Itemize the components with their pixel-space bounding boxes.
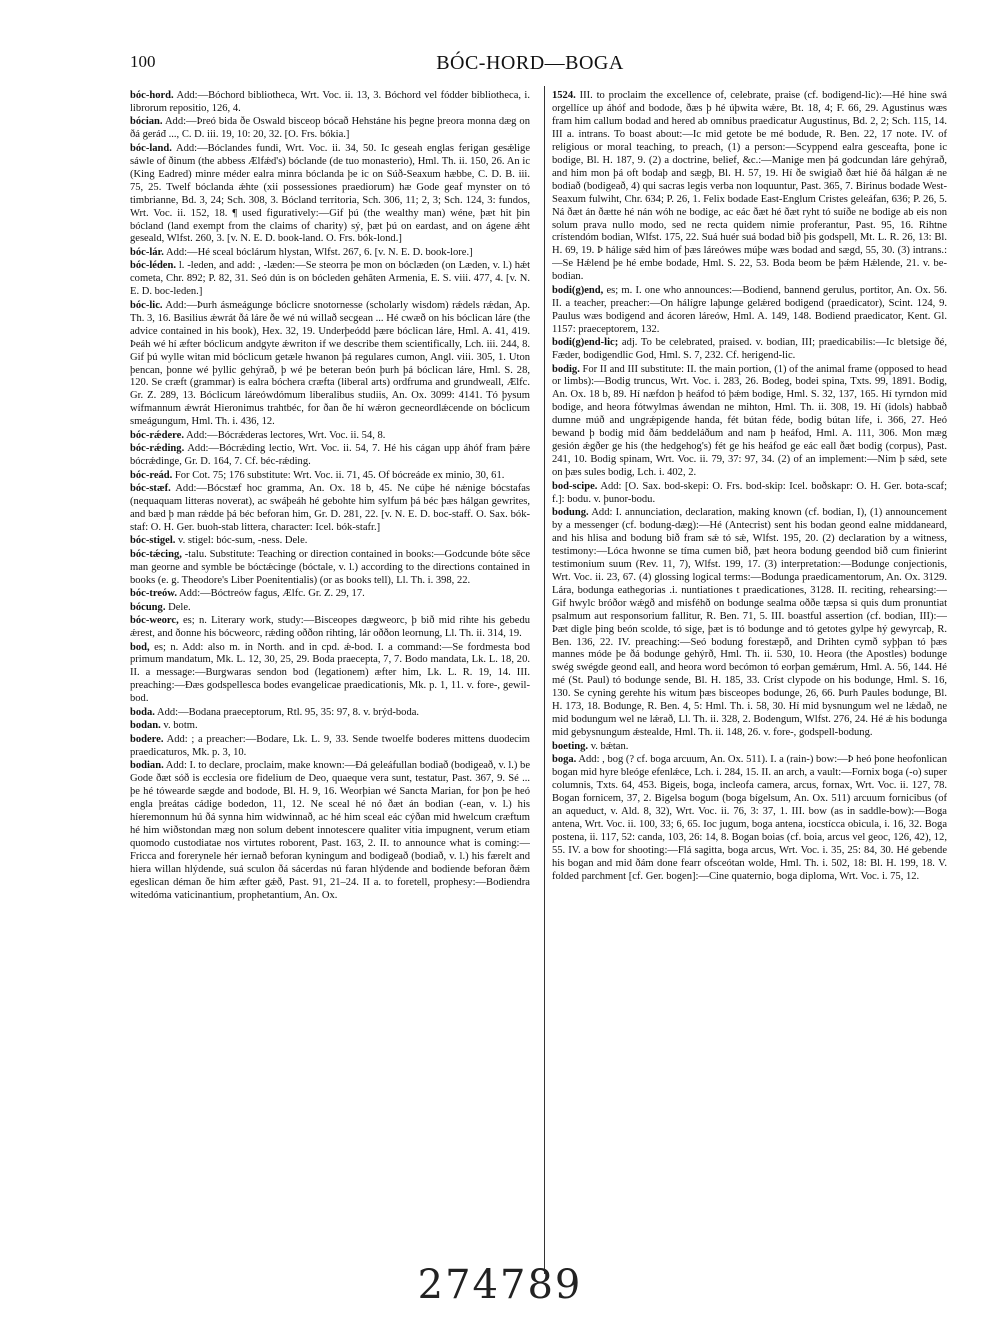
entry-headword: bóc-hord.: [130, 90, 174, 101]
dictionary-entry: [130, 470, 530, 483]
entry-text: Add:—Bodana praeceptorum, Rtl. 95, 35: 97, 8. v. brýd-boda.: [156, 706, 420, 718]
entry-headword: bóc-treów.: [130, 588, 177, 600]
entry-text: Add:—Þurh ásmeágunge bóclicre snotornesse (scholarly wisdom) rǽdels rǽdan, Ap. Th. 3, 16. Basilius ǽwrát ðá láre ðe wé nú willað secgean ... Hé cwæð on his bóclican láre (the advice contained in his book), Hex. 32, 19. Underþeódd þære bóclican láre, Hml. A. 41, 419. Þeáh wé hí æfter bóclicum andgyte ǽwriton if we describe them scientifically, Lch. iii. 244, 8. Gif þú wylle witan mid bóclicum getæle hwanon þá regulares cumon, Angl. viii. 305, 1. Uton þencan, þonne wé þyllic gehýrað, þ wé þe beteran beón þurh þá bóclican láre, Hml. S. 28, 120. Se cræft (grammar) is ealra bóchera cræfta (liberal arts) ordfruma and grundweall, Ælfc. Gr. Z. 289, 13. Bóclicum láreówdómum liberalibus studiis, An. Ox. 3099: 4141. Tó þysum wífmannum ǽwrát Hieronimus trahtbéc, for ðan ðe hí wǽron gecneordlǽcende on bóclicum smeágungum, Hml. Th. i. 436, 12.: [130, 299, 530, 428]
dictionary-entry: [552, 754, 947, 884]
dictionary-entry: [130, 734, 530, 760]
entry-text: v. stigel: bóc-sum, -ness. Dele.: [178, 535, 308, 547]
entry-text: l. -leden, and add: , -læden:—Se steorra þe mon on bóclæden (on Læden, v. l.) hǽt cometa, Chr. 892; P. 82, 31. Seó dún is on bócleden gehâten Armenia, E. S. viii. 477, 4. [v. N. E. D. boc-leden.]: [130, 260, 530, 298]
page-number: 100: [130, 52, 156, 71]
entry-headword: bodig.: [552, 363, 580, 375]
left-column: [130, 90, 530, 1270]
entry-headword: bodan.: [130, 720, 161, 732]
entry-headword: bóc-rǽdere.: [130, 429, 184, 441]
entry-headword: bóc-lic.: [130, 299, 163, 311]
dictionary-entry: [130, 247, 530, 260]
dictionary-entry: [552, 337, 947, 363]
entry-text: Dele.: [168, 601, 191, 613]
dictionary-entry: [130, 615, 530, 641]
entry-text: Add:—Bóchord bibliotheca, Wrt. Voc. ii. 13, 3. Bóchord vel fódder bibliotheca, i. librorum repositio, 126, 4.: [130, 90, 530, 114]
entry-text: Add:—Bóctreów fagus, Ælfc. Gr. Z. 29, 17.: [179, 588, 365, 600]
page-header: [130, 52, 930, 82]
entry-headword: bóc-tǽcing,: [130, 548, 182, 560]
entry-text: Add: ; a preacher:—Bodare, Lk. L. 9, 33. Sende twoelfe boderes mittens duodecim praedicaturos, Mk. p. 3, 10.: [130, 733, 530, 758]
stamp-number: 274789: [417, 1262, 583, 1308]
entry-headword: 1524.: [552, 90, 576, 101]
entry-text: Add:—Bóclandes fundi, Wrt. Voc. ii. 34, 50. Ic geseah englas ferigan gesǽlige sáwle of ðinum (the abbess Ælfǽd's) bóclande (de tuo monasterio), Hml. Th. ii. 150, 26. An ic (King Eadred) minre méder ealra minra bóclanda þe ic on Súð-Seaxum hæbbe, C. D. B. iii. 75, 25. Twelf bóclanda ǽhte (xii possessiones praediorum) hæ Gode geaf mynster on tó timbrianne, Bd. 3, 24; Sch. 308, 3. Bócland territoria, Sch. 306, 11; 2, 3; Sch. 124, 3: fundos, Wrt. Voc. ii. 152, 18. ¶ used figuratively:—Gif þú (the wealthy man) wéne, þæt hit þin bócland (land exempt from the claims of charity) sý, þæt þú on eardast, and on ágene ǽht geseald, Wlfst. 260, 3. [v. N. E. D. book-land. O. Frs. bók-lond.]: [130, 142, 530, 245]
entry-text: Add:—Þreó bida ðe Oswald bisceop bócað Hehstáne his þegne þreora monna dæg on ðá geráđ ..., C. D. iii. 19, 10: 20, 32. [O. Frs. bókia.]: [130, 116, 530, 141]
entry-headword: bodi(g)end-lic;: [552, 337, 619, 349]
dictionary-entry: [552, 741, 947, 754]
entry-headword: bóc-weorc,: [130, 615, 179, 627]
entry-text: For Cot. 75; 176 substitute: Wrt. Voc. ii. 71, 45. Of bócreáde ex minio, 30, 61.: [174, 469, 505, 481]
entry-headword: bod-scipe.: [552, 480, 598, 492]
entry-headword: bócung.: [130, 601, 166, 613]
entry-headword: boeting.: [552, 740, 589, 752]
entry-headword: bóc-stigel.: [130, 535, 176, 547]
entry-text: es; n. Literary work, study:—Bisceopes dægweorc, þ bið mid rihte his gebedu ǽrest, and ðonne his bócweorc, rǽding oððon rihting, lár oððon leornung, Ll. Th. ii. 314, 19.: [130, 615, 530, 640]
entry-headword: boda.: [130, 706, 155, 718]
entry-text: es; m. I. one who announces:—Bodiend, bannend gerulus, portitor, An. Ox. 56. II. a teacher, preacher:—On hálígre laþunge gelǽred bodigend (praedicator), Scint. 124, 9. Paulus wæs bodigend and ácoren láreów, Hml. A. 149, 148. Bodiend praedicator, Kent. Gl. 1157: praeceptorem, 132.: [552, 284, 947, 335]
right-column: [552, 90, 947, 1270]
entry-text: Add:—Bócrǽderas lectores, Wrt. Voc. ii. 54, 8.: [186, 429, 386, 441]
column-divider: [544, 86, 545, 1274]
entry-text: For II and III substitute: II. the main portion, (1) of the animal frame (opposed to head or limbs):—Bodig truncus, Wrt. Voc. i. 283, 26. Bodeg, bodei spina, Txts. 99, 1891. Bodig, An. Ox. 18 b, 89. Hí næfdon þ heáfod tó þǽm bodige, Hml. S. 32, 137, 165. Hí tyrndon mid bodige, and heora fótwylmas áwendan ne mihton, Hml. Th. ii. 308, 19. Hí (idols) habbað dumne múð and ungrǽpigende handa, fét bútan féde, bodig bútan lífe, i. 366, 27. Heó bewand þ bodig mid ðám beddeláðum and nam þ heáfod, Hml. A. 111, 306. Mon mæg gesión ǽgðer ge his (the hedgehog's) fét ge his heáfod ge eác eall ðæt bodig (corpus), Past. 241, 10. Bodig spinam, Wrt. Voc. ii. 79, 37: 97, 34. (2) of an implement:—Nim þ sǽd, sete on þæs sules bodig, Lch. i. 402, 2.: [552, 363, 947, 479]
entry-headword: bóc-land.: [130, 142, 172, 154]
dictionary-entry: [130, 642, 530, 707]
entry-headword: bod,: [130, 641, 150, 653]
entry-headword: bóc-léden.: [130, 260, 176, 272]
dictionary-entry: [552, 481, 947, 507]
dictionary-entry: [130, 602, 530, 615]
entry-headword: bóc-lár.: [130, 246, 164, 258]
dictionary-entry: [130, 707, 530, 720]
entry-text: v. botm.: [163, 720, 198, 732]
dictionary-entry: [130, 300, 530, 430]
entry-text: Add:—Hé sceal bóclárum hlystan, Wlfst. 267, 6. [v. N. E. D. book-lore.]: [165, 246, 473, 258]
entry-headword: bóc-stæf.: [130, 483, 171, 495]
dictionary-entry: [552, 90, 947, 284]
dictionary-entry: [130, 760, 530, 902]
entry-headword: bodung.: [552, 507, 589, 518]
running-title: BÓC-HORD—BOGA: [436, 52, 624, 74]
entry-headword: bócian.: [130, 116, 163, 128]
dictionary-entry: [552, 285, 947, 337]
entry-text: Add: , bog (? cf. boga arcuum, An. Ox. 511). I. a (rain-) bow:—Þ heó þone heofonlican bogan mid hyre bleóge efenlǽce, Lch. i. 284, 15. II. an arch, a vault:—Fornix boga (-o) super columnis, Txts. 64, 453. Bigeis, boga, incleofa camera, arcus, fornax, Wrt. Voc. ii. 127, 78. Bogan fornicem, 37, 2. Bigelsa bogum (boga bígelsum, An. Ox. 511) arcuum fornicibus (of an aqueduct, v. Ald. 8, 32), Wrt. Voc. ii. 76, 3: 37, 1. III. bow (as in saddle-bow):—Boga antena, Wrt. Voc. ii. 100, 33; 6, 65. Ioc jugum, boga antena, iocstícca obicula, i. 16, 32. Boga postena, ii. 117, 52: canda, 103, 26: 14, 8. Bogan boias (cf. boia, arcus vel geoc, 126, 42), 12, 55. IV. a bow for shooting:—Flá sagitta, boga arcus, Wrt. Voc. i. 35, 25: 84, 30. Hé gebende his bogan and mid ðám done fearr ofsceótan wolde, Hml. Th. i. 502, 18: Bl. H. 199, 18. V. folded parchment [cf. Ger. bogen]:—Cine quaternio, boga diploma, Wrt. Voc. i. 75, 12.: [552, 754, 947, 882]
entry-headword: bodi(g)end,: [552, 284, 604, 296]
dictionary-entry: [130, 90, 530, 116]
entry-headword: boga.: [552, 754, 577, 766]
dictionary-entry: [130, 720, 530, 733]
dictionary-entry: [130, 143, 530, 247]
dictionary-entry: [130, 549, 530, 588]
entry-text: Add: I. to declare, proclaim, make known:—Ðá geleáfullan bodiað (bodigeað, v. l.) be Gode ðæt sóð is ecclesia ore fidelium de Deo, quaeque vera sunt, testatur, Past. 367, 9. Sé ... þe hé tówearde sægde and bodode, Bl. H. 9, 16. Weorþian wé Sancta Marian, for þon þe heó engla þreátas cádige bodedon, 11, 12. Ne sceal hé nó ðæt án bodian (-ean, v. l.) his híeremonnum hú ðá synna him widwinnað, ac hé him sceal eác cýðan mid hwelcum cræftum hé him wiðstondan mæg non solum debent innotescere qualiter vitia impugnent, verum etiam quomodo custodiatae nos virtutes roborent, Past. 163, 2. II. to announce what is coming:—Fricca and forerynele hér iernað beforan kyningum and bodigeað (bodiað, v. l.) his færelt and hiera willan hlýdende, suá sculon ðá sácerdas nú faran hlýdende and bodiende beforan ðǽm egeslican déman ðe him æfter gǽð, Past. 91, 21–24. II a. to foretell, prophesy:—Bodiendra witedóma vaticinantium, prophetantium, An. Ox.: [130, 760, 530, 901]
entry-headword: bodere.: [130, 733, 164, 745]
dictionary-entry: [552, 507, 947, 740]
entry-text: adj. To be celebrated, praised. v. bodian, III; praedicabilis:—Ic bletsige ðé, Fæder, bodigendlic God, Hml. S. 7, 232. Cf. herigend-lic.: [552, 337, 947, 362]
entry-text: Add: [O. Sax. bod-skepi: O. Frs. bod-skip: Icel. boðskapr: O. H. Ger. bota-scaf; f.]: bodu. v. þunor-bodu.: [552, 480, 947, 505]
entry-headword: bóc-rǽding.: [130, 443, 185, 455]
entry-text: Add: I. annunciation, declaration, making known (cf. bodian, I), (1) announcement by a messenger (cf. bodung-dæg):—Hé (Antecrist) sent his bodan geond ealne middaneard, and his hlisa and bodung bið fram sǽ tó sǽ, Wlfst. 195, 20. (2) declaration by a witness, testimony:—Lóca hwonne se tíma cumen bið, þæt heora bodung geendod bið cum finierint testimonium suum (Rev. 11, 7), Wlfst. 199, 17. (3) interpretation:—Bodunge conjectionis, Wrt. Voc. ii. 23, 67. (4) glossing logical terms:—Bodunga praedicamentorum, An. Ox. 3129. Lára, bodunga eathegorias .i. nuntiationes t praedicationes, 3128. II. reciting, rehearsing:—Gif hwylc bróðor wǽgð and misféhð on bodunge sealma oððe tæpsa si quis dum pronuntiat psalmum aut responsorium fallitur, R. Ben. 71, 5. III. boastful assertion (cf. bodian, III):—Þæt digle þing beón scolde, tó sige, þæt is tó bodunge and tó getotes gylpe hý gewyrcaþ, R. Ben. 136, 22. IV. preaching:—Seó bodung forestæpð, and Drihten cymð syþþan tó þæs mannes móde þe ðá bodunge gehýrð, Hml. Th. ii. 530, 10. Heora (the Apostles) bodunge swég swégde geond eall, and heora word becómon tó eorþan gemǽrum, Hml. A. 56, 144. Hé mé (St. Paul) tó bodunge sende, Bl. H. 185, 33. Críst clypode on his bodunge, Hml. S. 16, 130. Se cyning gerehte his witum þæs bisceopes bodunge, 26, 66. Þurh Paules bodunge, Bl. H. 173, 18. Bodunge, R. Ben. 4, 5: Hml. Th. i. 58, 30. Hí mid bysnungum wel ne lǽdað, ne mid bodungum wel ne lǽrað, Ll. Th. ii. 328, 2. Bodengum, Wlfst. 276, 24. Hé ǽ his bodunga mid gebysnungum ǽstealde, Hml. Th. ii. 148, 26. v. fore-, godspell-bodung.: [552, 507, 947, 739]
entry-text: v. bǽtan.: [590, 740, 629, 752]
dictionary-entry: [130, 588, 530, 601]
dictionary-entry: [130, 430, 530, 443]
entry-text: III. to proclaim the excellence of, celebrate, praise (cf. bodigend-lic):—Hé hine swá orgellíce up áhóf and bodode, ðæs þ hé úþwita wǽre, Bt. 18, 4; F. 66, 29. Agustinus wæs fram him callum bodad and hered ab omnibus praedicatur Augustinus, Bd. 2, 2; Sch. 115, 14. III a. intrans. To boast about:—Ic mid getote be mé bodude, R. Ben. 22, 17 note. IV. of religious or moral teaching, to preach, (1) a person:—Scyppend ealra gesceafta, þone ic bodige, Bl. H. 187, 9. (2) a doctrine, belief, &c.:—Manige men þá godcundan láre gehýrað, and him mon þá oft bodaþ and sægþ, Bl. H. 57, 19. Hí ðe swigiað ðæt hié ðá hálgan ǽ ne bodiað (bodigeað, 4) qui sacras legis verba non loquuntur, Past. 365, 7. Birinus bodade West-Seaxum fulwiht, Chr. 634; P. 26, 1. Felix bodade East-Englum Cristes geleáfan, 636; P. 26, 5. Ná ðæt án ðætte hé nán wóh ne bodige, ac eác ðæt hé ðæt ryht tó suíðe ne bodige ab eis non solum prava nullo modo, sed ne recta quidem nimie proferantur, Past. 95, 16. Rihtne crístendóm bodian, Wlfst. 175, 22. Suá huér suá bodad bið þis godspell, Mt. L. R. 26, 13: Bl. H. 69, 19. Þ hálige sǽd him of þæs láreówes múþe wæs bodad and sægd, 55, 30. (3) intrans.:—Se Hǽlend þe hé embe bodade, Hml. S. 22, 53. Boda beom be þǽm Hǽlende, 21. v. be-bodian.: [552, 90, 947, 283]
entry-headword: bodian.: [130, 760, 164, 772]
entry-text: Add:—Bócrǽding lectio, Wrt. Voc. ii. 54, 7. Hé his cágan upp áhóf fram þǽre bócrǽdinge, Gr. D. 164, 7. Cf. béc-rǽding.: [130, 443, 530, 468]
entry-text: Add:—Bócstæf hoc gramma, An. Ox. 18 b, 45. Ne cúþe hé nǽnige bócstafas (nequaquam litteras noverat), ac swáþeáh hé gebohte him sylfum þá béc þæs hálgan gewrites, and bæd þ man rǽdde þá béc beforan him, Gr. D. 281, 22. [v. N. E. D. boc-staff. O. Sax. bók-staf: O. H. Ger. buoh-stab littera, character: Icel. bók-stafr.]: [130, 483, 530, 533]
dictionary-entry: [130, 116, 530, 142]
entry-headword: bóc-reád.: [130, 469, 173, 481]
dictionary-entry: [130, 260, 530, 299]
dictionary-entry: [130, 535, 530, 548]
dictionary-entry: [130, 443, 530, 469]
dictionary-entry: [552, 364, 947, 481]
entry-text: es; n. Add: also m. in North. and in cpd. ǽ-bod. I. a command:—Se fordmesta bod primum mandatum, Mk. L. 12, 30, 25, 29. Boda praecepta, 7, 7. Bodo mandata, Lk. L. 18, 20. II. a message:—Burgwaras sendon bod (legationem) æfter him, Lk. L. R. 19, 14. III. preaching:—Ðæs godspellesca bodes evangelicae praedicationis, Mk. p. 1, 11. v. fore-, gewil-bod.: [130, 641, 530, 705]
dictionary-entry: [130, 483, 530, 535]
entry-text: -talu. Substitute: Teaching or direction contained in books:—Godcunde bóte sěce man georne and symble be bóctǽcinge (bóctale, v. l.) according to the directions contained in books (e. g. Theodore's Liber Poenitentialis) (or as books tell), Ll. Th. i. 398, 22.: [130, 548, 530, 586]
